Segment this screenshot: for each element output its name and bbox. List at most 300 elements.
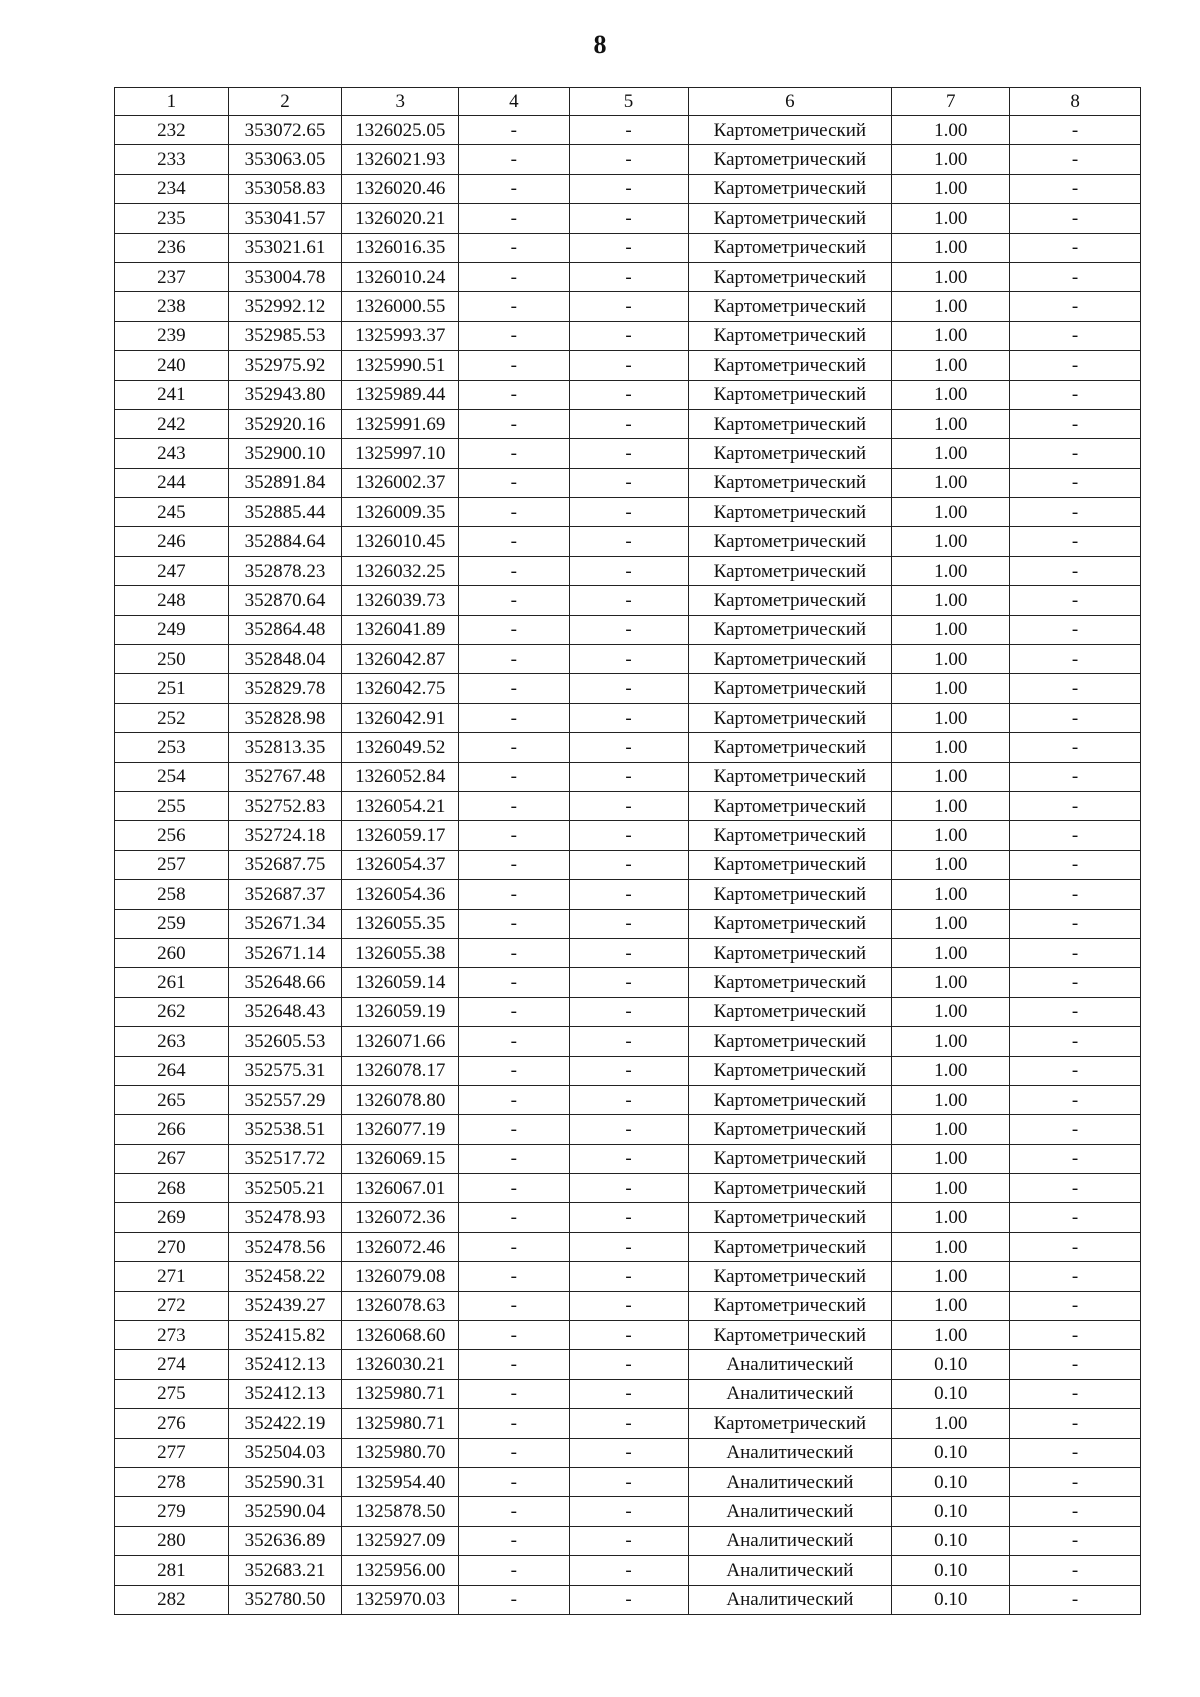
col-5-cell: -: [569, 380, 688, 409]
col-8-cell: -: [1010, 1291, 1141, 1320]
x-coordinate-cell: 352752.83: [228, 791, 342, 820]
col-8-cell: -: [1010, 321, 1141, 350]
accuracy-cell: 0.10: [892, 1379, 1010, 1408]
point-number-cell: 260: [115, 938, 229, 967]
x-coordinate-cell: 352671.34: [228, 909, 342, 938]
col-8-cell: -: [1010, 1174, 1141, 1203]
accuracy-cell: 1.00: [892, 997, 1010, 1026]
method-cell: Картометрический: [688, 468, 892, 497]
table-row: [115, 1409, 1141, 1438]
col-8-cell: -: [1010, 1526, 1141, 1555]
accuracy-cell: 1.00: [892, 733, 1010, 762]
method-cell: Картометрический: [688, 380, 892, 409]
col-4-cell: -: [459, 615, 569, 644]
col-5-cell: -: [569, 556, 688, 585]
x-coordinate-cell: 352505.21: [228, 1174, 342, 1203]
table-row: [115, 1174, 1141, 1203]
col-4-cell: -: [459, 645, 569, 674]
col-8-cell: -: [1010, 1203, 1141, 1232]
method-cell: Картометрический: [688, 968, 892, 997]
point-number-cell: 247: [115, 556, 229, 585]
point-number-cell: 246: [115, 527, 229, 556]
col-8-cell: -: [1010, 233, 1141, 262]
column-header-8: 8: [1010, 88, 1141, 116]
point-number-cell: 233: [115, 145, 229, 174]
col-4-cell: -: [459, 1027, 569, 1056]
y-coordinate-cell: 1326010.45: [342, 527, 459, 556]
column-header-2: 2: [228, 88, 342, 116]
table-row: [115, 116, 1141, 145]
method-cell: Картометрический: [688, 850, 892, 879]
accuracy-cell: 1.00: [892, 1262, 1010, 1291]
point-number-cell: 241: [115, 380, 229, 409]
point-number-cell: 274: [115, 1350, 229, 1379]
col-5-cell: -: [569, 938, 688, 967]
table-row: [115, 1467, 1141, 1496]
table-row: [115, 938, 1141, 967]
column-header-5: 5: [569, 88, 688, 116]
point-number-cell: 273: [115, 1321, 229, 1350]
col-8-cell: -: [1010, 703, 1141, 732]
col-8-cell: -: [1010, 1556, 1141, 1585]
method-cell: Картометрический: [688, 733, 892, 762]
col-5-cell: -: [569, 1144, 688, 1173]
col-8-cell: -: [1010, 1467, 1141, 1496]
method-cell: Аналитический: [688, 1556, 892, 1585]
col-4-cell: -: [459, 174, 569, 203]
table-row: [115, 556, 1141, 585]
method-cell: Картометрический: [688, 1203, 892, 1232]
point-number-cell: 244: [115, 468, 229, 497]
column-header-6: 6: [688, 88, 892, 116]
x-coordinate-cell: 352648.43: [228, 997, 342, 1026]
method-cell: Картометрический: [688, 703, 892, 732]
accuracy-cell: 1.00: [892, 1027, 1010, 1056]
y-coordinate-cell: 1325980.70: [342, 1438, 459, 1467]
col-5-cell: -: [569, 1409, 688, 1438]
col-4-cell: -: [459, 1350, 569, 1379]
accuracy-cell: 1.00: [892, 1115, 1010, 1144]
col-5-cell: -: [569, 645, 688, 674]
accuracy-cell: 1.00: [892, 409, 1010, 438]
col-5-cell: -: [569, 1232, 688, 1261]
col-5-cell: -: [569, 968, 688, 997]
col-8-cell: -: [1010, 1438, 1141, 1467]
y-coordinate-cell: 1326042.91: [342, 703, 459, 732]
col-8-cell: -: [1010, 1409, 1141, 1438]
table-row: [115, 1585, 1141, 1614]
y-coordinate-cell: 1326025.05: [342, 116, 459, 145]
x-coordinate-cell: 353072.65: [228, 116, 342, 145]
accuracy-cell: 0.10: [892, 1497, 1010, 1526]
col-8-cell: -: [1010, 1027, 1141, 1056]
accuracy-cell: 1.00: [892, 204, 1010, 233]
x-coordinate-cell: 352780.50: [228, 1585, 342, 1614]
col-5-cell: -: [569, 321, 688, 350]
x-coordinate-cell: 352687.37: [228, 880, 342, 909]
col-4-cell: -: [459, 1556, 569, 1585]
point-number-cell: 242: [115, 409, 229, 438]
y-coordinate-cell: 1326055.38: [342, 938, 459, 967]
table-row: [115, 1497, 1141, 1526]
method-cell: Картометрический: [688, 321, 892, 350]
column-header-1: 1: [115, 88, 229, 116]
method-cell: Картометрический: [688, 880, 892, 909]
point-number-cell: 280: [115, 1526, 229, 1555]
method-cell: Картометрический: [688, 145, 892, 174]
point-number-cell: 268: [115, 1174, 229, 1203]
accuracy-cell: 1.00: [892, 1203, 1010, 1232]
y-coordinate-cell: 1325970.03: [342, 1585, 459, 1614]
col-4-cell: -: [459, 1438, 569, 1467]
table-row: [115, 292, 1141, 321]
method-cell: Картометрический: [688, 233, 892, 262]
table-row: [115, 615, 1141, 644]
column-header-3: 3: [342, 88, 459, 116]
accuracy-cell: 1.00: [892, 1085, 1010, 1114]
col-8-cell: -: [1010, 791, 1141, 820]
col-5-cell: -: [569, 586, 688, 615]
y-coordinate-cell: 1326069.15: [342, 1144, 459, 1173]
col-8-cell: -: [1010, 527, 1141, 556]
y-coordinate-cell: 1326072.46: [342, 1232, 459, 1261]
table-row: [115, 703, 1141, 732]
method-cell: Аналитический: [688, 1497, 892, 1526]
y-coordinate-cell: 1326071.66: [342, 1027, 459, 1056]
point-number-cell: 261: [115, 968, 229, 997]
y-coordinate-cell: 1326020.21: [342, 204, 459, 233]
table-row: [115, 1203, 1141, 1232]
x-coordinate-cell: 352478.93: [228, 1203, 342, 1232]
point-number-cell: 275: [115, 1379, 229, 1408]
col-5-cell: -: [569, 1262, 688, 1291]
point-number-cell: 267: [115, 1144, 229, 1173]
y-coordinate-cell: 1326010.24: [342, 262, 459, 291]
x-coordinate-cell: 352557.29: [228, 1085, 342, 1114]
col-4-cell: -: [459, 821, 569, 850]
col-8-cell: -: [1010, 468, 1141, 497]
x-coordinate-cell: 352920.16: [228, 409, 342, 438]
x-coordinate-cell: 353004.78: [228, 262, 342, 291]
accuracy-cell: 1.00: [892, 351, 1010, 380]
col-4-cell: -: [459, 1291, 569, 1320]
col-8-cell: -: [1010, 586, 1141, 615]
accuracy-cell: 0.10: [892, 1526, 1010, 1555]
col-4-cell: -: [459, 321, 569, 350]
table-row: [115, 1085, 1141, 1114]
col-5-cell: -: [569, 1085, 688, 1114]
table-row: [115, 1438, 1141, 1467]
col-5-cell: -: [569, 409, 688, 438]
x-coordinate-cell: 352724.18: [228, 821, 342, 850]
accuracy-cell: 1.00: [892, 1056, 1010, 1085]
x-coordinate-cell: 352605.53: [228, 1027, 342, 1056]
x-coordinate-cell: 352891.84: [228, 468, 342, 497]
col-8-cell: -: [1010, 292, 1141, 321]
method-cell: Картометрический: [688, 498, 892, 527]
col-5-cell: -: [569, 1321, 688, 1350]
y-coordinate-cell: 1326042.87: [342, 645, 459, 674]
col-5-cell: -: [569, 527, 688, 556]
method-cell: Картометрический: [688, 439, 892, 468]
x-coordinate-cell: 352848.04: [228, 645, 342, 674]
x-coordinate-cell: 353041.57: [228, 204, 342, 233]
col-4-cell: -: [459, 1379, 569, 1408]
x-coordinate-cell: 352884.64: [228, 527, 342, 556]
table-row: [115, 586, 1141, 615]
y-coordinate-cell: 1326072.36: [342, 1203, 459, 1232]
y-coordinate-cell: 1325878.50: [342, 1497, 459, 1526]
accuracy-cell: 1.00: [892, 174, 1010, 203]
col-5-cell: -: [569, 439, 688, 468]
col-8-cell: -: [1010, 204, 1141, 233]
y-coordinate-cell: 1326049.52: [342, 733, 459, 762]
method-cell: Картометрический: [688, 116, 892, 145]
y-coordinate-cell: 1325954.40: [342, 1467, 459, 1496]
method-cell: Картометрический: [688, 1321, 892, 1350]
col-5-cell: -: [569, 204, 688, 233]
x-coordinate-cell: 352648.66: [228, 968, 342, 997]
y-coordinate-cell: 1326067.01: [342, 1174, 459, 1203]
y-coordinate-cell: 1326055.35: [342, 909, 459, 938]
col-5-cell: -: [569, 821, 688, 850]
accuracy-cell: 1.00: [892, 233, 1010, 262]
point-number-cell: 245: [115, 498, 229, 527]
col-5-cell: -: [569, 1174, 688, 1203]
y-coordinate-cell: 1326002.37: [342, 468, 459, 497]
col-8-cell: -: [1010, 997, 1141, 1026]
table-row: [115, 380, 1141, 409]
method-cell: Картометрический: [688, 674, 892, 703]
accuracy-cell: 0.10: [892, 1438, 1010, 1467]
col-5-cell: -: [569, 1350, 688, 1379]
col-4-cell: -: [459, 880, 569, 909]
accuracy-cell: 1.00: [892, 498, 1010, 527]
table-row: [115, 262, 1141, 291]
col-5-cell: -: [569, 292, 688, 321]
column-header-4: 4: [459, 88, 569, 116]
col-4-cell: -: [459, 1497, 569, 1526]
col-4-cell: -: [459, 439, 569, 468]
method-cell: Картометрический: [688, 204, 892, 233]
col-5-cell: -: [569, 850, 688, 879]
x-coordinate-cell: 352813.35: [228, 733, 342, 762]
table-row: [115, 1262, 1141, 1291]
col-8-cell: -: [1010, 968, 1141, 997]
table-row: [115, 439, 1141, 468]
col-4-cell: -: [459, 292, 569, 321]
y-coordinate-cell: 1326059.19: [342, 997, 459, 1026]
col-4-cell: -: [459, 909, 569, 938]
accuracy-cell: 0.10: [892, 1585, 1010, 1614]
accuracy-cell: 1.00: [892, 1144, 1010, 1173]
table-row: [115, 1291, 1141, 1320]
accuracy-cell: 1.00: [892, 703, 1010, 732]
col-5-cell: -: [569, 762, 688, 791]
col-4-cell: -: [459, 351, 569, 380]
table-row: [115, 821, 1141, 850]
accuracy-cell: 1.00: [892, 527, 1010, 556]
col-8-cell: -: [1010, 1350, 1141, 1379]
accuracy-cell: 1.00: [892, 116, 1010, 145]
y-coordinate-cell: 1326079.08: [342, 1262, 459, 1291]
x-coordinate-cell: 353058.83: [228, 174, 342, 203]
point-number-cell: 265: [115, 1085, 229, 1114]
point-number-cell: 278: [115, 1467, 229, 1496]
y-coordinate-cell: 1326016.35: [342, 233, 459, 262]
col-4-cell: -: [459, 1203, 569, 1232]
y-coordinate-cell: 1326054.36: [342, 880, 459, 909]
accuracy-cell: 1.00: [892, 586, 1010, 615]
x-coordinate-cell: 352575.31: [228, 1056, 342, 1085]
x-coordinate-cell: 352878.23: [228, 556, 342, 585]
table-row: [115, 997, 1141, 1026]
col-8-cell: -: [1010, 615, 1141, 644]
col-8-cell: -: [1010, 1379, 1141, 1408]
method-cell: Картометрический: [688, 997, 892, 1026]
point-number-cell: 234: [115, 174, 229, 203]
col-4-cell: -: [459, 997, 569, 1026]
x-coordinate-cell: 352900.10: [228, 439, 342, 468]
x-coordinate-cell: 352504.03: [228, 1438, 342, 1467]
y-coordinate-cell: 1326078.63: [342, 1291, 459, 1320]
point-number-cell: 279: [115, 1497, 229, 1526]
point-number-cell: 256: [115, 821, 229, 850]
col-4-cell: -: [459, 233, 569, 262]
accuracy-cell: 1.00: [892, 380, 1010, 409]
col-5-cell: -: [569, 791, 688, 820]
col-8-cell: -: [1010, 880, 1141, 909]
coordinates-table: [114, 87, 1141, 1615]
table-row: [115, 1556, 1141, 1585]
column-header-7: 7: [892, 88, 1010, 116]
table-row: [115, 1379, 1141, 1408]
accuracy-cell: 1.00: [892, 850, 1010, 879]
point-number-cell: 269: [115, 1203, 229, 1232]
col-8-cell: -: [1010, 409, 1141, 438]
method-cell: Картометрический: [688, 938, 892, 967]
y-coordinate-cell: 1325993.37: [342, 321, 459, 350]
y-coordinate-cell: 1325991.69: [342, 409, 459, 438]
col-8-cell: -: [1010, 1144, 1141, 1173]
table-row: [115, 791, 1141, 820]
method-cell: Картометрический: [688, 262, 892, 291]
method-cell: Картометрический: [688, 1232, 892, 1261]
col-8-cell: -: [1010, 733, 1141, 762]
col-4-cell: -: [459, 703, 569, 732]
col-8-cell: -: [1010, 1232, 1141, 1261]
point-number-cell: 276: [115, 1409, 229, 1438]
col-5-cell: -: [569, 997, 688, 1026]
point-number-cell: 250: [115, 645, 229, 674]
col-5-cell: -: [569, 145, 688, 174]
table-row: [115, 674, 1141, 703]
col-8-cell: -: [1010, 1056, 1141, 1085]
accuracy-cell: 1.00: [892, 1321, 1010, 1350]
method-cell: Аналитический: [688, 1350, 892, 1379]
col-8-cell: -: [1010, 351, 1141, 380]
table-row: [115, 468, 1141, 497]
col-4-cell: -: [459, 1526, 569, 1555]
point-number-cell: 236: [115, 233, 229, 262]
y-coordinate-cell: 1325990.51: [342, 351, 459, 380]
y-coordinate-cell: 1326059.14: [342, 968, 459, 997]
col-5-cell: -: [569, 174, 688, 203]
method-cell: Картометрический: [688, 1262, 892, 1291]
x-coordinate-cell: 353021.61: [228, 233, 342, 262]
method-cell: Картометрический: [688, 292, 892, 321]
accuracy-cell: 1.00: [892, 292, 1010, 321]
table-row: [115, 733, 1141, 762]
col-5-cell: -: [569, 1467, 688, 1496]
table-row: [115, 762, 1141, 791]
accuracy-cell: 1.00: [892, 1232, 1010, 1261]
x-coordinate-cell: 352687.75: [228, 850, 342, 879]
col-5-cell: -: [569, 909, 688, 938]
y-coordinate-cell: 1326021.93: [342, 145, 459, 174]
col-4-cell: -: [459, 1467, 569, 1496]
col-4-cell: -: [459, 116, 569, 145]
method-cell: Картометрический: [688, 556, 892, 585]
col-5-cell: -: [569, 351, 688, 380]
table-row: [115, 1350, 1141, 1379]
header-row: [115, 88, 1141, 116]
x-coordinate-cell: 352671.14: [228, 938, 342, 967]
col-4-cell: -: [459, 145, 569, 174]
y-coordinate-cell: 1325927.09: [342, 1526, 459, 1555]
y-coordinate-cell: 1325956.00: [342, 1556, 459, 1585]
table-row: [115, 1321, 1141, 1350]
x-coordinate-cell: 352870.64: [228, 586, 342, 615]
method-cell: Картометрический: [688, 527, 892, 556]
y-coordinate-cell: 1325980.71: [342, 1409, 459, 1438]
point-number-cell: 255: [115, 791, 229, 820]
method-cell: Картометрический: [688, 174, 892, 203]
y-coordinate-cell: 1326054.37: [342, 850, 459, 879]
point-number-cell: 266: [115, 1115, 229, 1144]
col-5-cell: -: [569, 498, 688, 527]
method-cell: Картометрический: [688, 1115, 892, 1144]
col-5-cell: -: [569, 1379, 688, 1408]
point-number-cell: 249: [115, 615, 229, 644]
col-8-cell: -: [1010, 850, 1141, 879]
accuracy-cell: 1.00: [892, 439, 1010, 468]
x-coordinate-cell: 352943.80: [228, 380, 342, 409]
col-4-cell: -: [459, 968, 569, 997]
accuracy-cell: 1.00: [892, 1174, 1010, 1203]
col-4-cell: -: [459, 674, 569, 703]
table-row: [115, 850, 1141, 879]
point-number-cell: 243: [115, 439, 229, 468]
point-number-cell: 253: [115, 733, 229, 762]
col-5-cell: -: [569, 1027, 688, 1056]
accuracy-cell: 0.10: [892, 1556, 1010, 1585]
col-5-cell: -: [569, 1056, 688, 1085]
point-number-cell: 270: [115, 1232, 229, 1261]
y-coordinate-cell: 1326000.55: [342, 292, 459, 321]
col-4-cell: -: [459, 468, 569, 497]
y-coordinate-cell: 1326039.73: [342, 586, 459, 615]
x-coordinate-cell: 352538.51: [228, 1115, 342, 1144]
col-4-cell: -: [459, 1409, 569, 1438]
col-5-cell: -: [569, 1585, 688, 1614]
accuracy-cell: 1.00: [892, 880, 1010, 909]
col-5-cell: -: [569, 1438, 688, 1467]
x-coordinate-cell: 352992.12: [228, 292, 342, 321]
col-4-cell: -: [459, 409, 569, 438]
col-5-cell: -: [569, 233, 688, 262]
accuracy-cell: 1.00: [892, 615, 1010, 644]
